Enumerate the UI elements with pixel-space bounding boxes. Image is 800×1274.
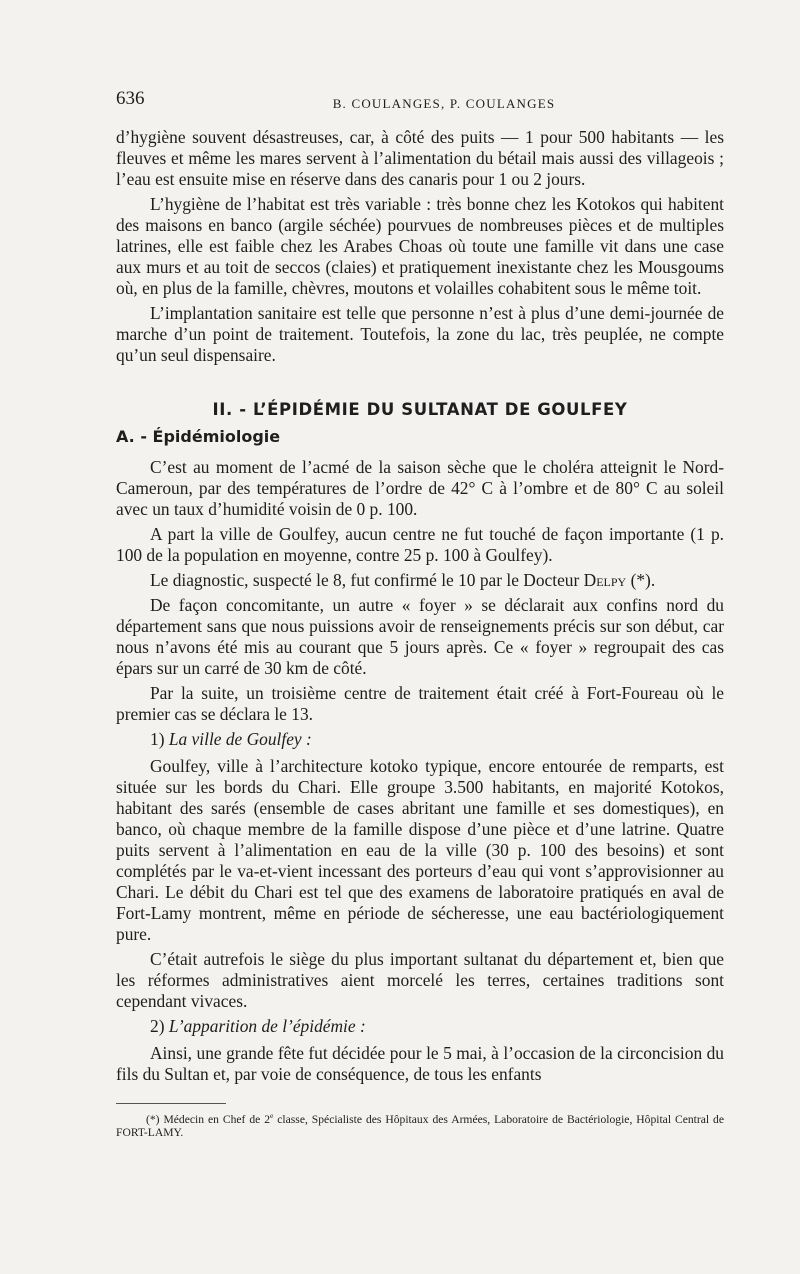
- running-head: B. COULANGES, P. COULANGES: [332, 96, 556, 111]
- paragraph: A part la ville de Goulfey, aucun centre ne fut touché de façon importante (1 p. 100 de la population en moyenne, contre 25 p. 100 à Goulfey).: [116, 524, 724, 565]
- subheading-number: 2): [150, 1016, 169, 1036]
- paragraph: De façon concomitante, un autre « foyer » se déclarait aux confins nord du département sans que nous puissions avoir de renseignements précis sur son début, car nous n’avons été mis au courant que 5 jours après. Ce « foyer » regroupait des cas épars sur un carré de 30 km de côté.: [116, 595, 724, 678]
- body-text: [116, 127, 724, 1089]
- page-header: [116, 88, 722, 118]
- paragraph: L’hygiène de l’habitat est très variable : très bonne chez les Kotokos qui habitent des maisons en banco (argile séchée) pourvues de nombreuses pièces et de multiples latrines, elle est faible chez les Arabes Choas où toute une famille vit dans une case aux murs et au toit de seccos (claies) et pratiquement inexistante chez les Mousgoums où, en plus de la famille, chèvres, moutons et volailles cohabitent sous le même toit.: [116, 194, 724, 298]
- footnote-superscript: e: [270, 1111, 274, 1120]
- footnote-part: classe, Spécialiste des Hôpitaux des Armées, Laboratoire de Bactériologie, Hôpital Central de FORT-LAMY.: [116, 1112, 724, 1139]
- subheading-title: L’apparition de l’épidémie :: [168, 1016, 366, 1036]
- subheading-title: La ville de Goulfey :: [168, 729, 312, 749]
- paragraph: C’est au moment de l’acmé de la saison sèche que le choléra atteignit le Nord-Cameroun, par des températures de l’ordre de 42° C à l’ombre et de 80° C au soleil avec un taux d’humidité voisin de 0 p. 100.: [116, 457, 724, 519]
- subheading-number: 1): [150, 729, 169, 749]
- subheading-epidemie: [150, 1016, 724, 1037]
- paragraph: [116, 570, 724, 591]
- paragraph: Goulfey, ville à l’architecture kotoko typique, encore entourée de remparts, est située sur les bords du Chari. Elle groupe 3.500 habitants, en majorité Kotokos, habitant des sarés (ensemble de cases abritant une famille et ses domestiques), en banco, où chaque membre de la famille dispose d’une pièce et d’une latrine. Quatre puits servent à l’alimentation en eau de la ville (30 p. 100 des besoins) et sont complétés par le va-et-vient incessant des porteurs d’eau qui vont s’approvisionner au Chari. Le débit du Chari est tel que des examens de laboratoire pratiqués en aval de Fort-Lamy montrent, même en période de sécheresse, une eau bactériologiquement pure.: [116, 756, 724, 944]
- subsection-heading: A. - Épidémiologie: [116, 427, 281, 446]
- paragraph: Ainsi, une grande fête fut décidée pour le 5 mai, à l’occasion de la circoncision du fils du Sultan et, par voie de conséquence, de tous les enfants: [116, 1043, 724, 1084]
- paragraph: d’hygiène souvent désastreuses, car, à côté des puits — 1 pour 500 habitants — les fleuves et même les mares servent à l’alimentation du bétail mais aussi des villageois ; l’eau est ensuite mise en réserve dans des canaris pour 1 ou 2 jours.: [116, 127, 724, 189]
- author-name: Delpy: [583, 570, 627, 590]
- paragraph: Par la suite, un troisième centre de traitement était créé à Fort-Foureau où le premier cas se déclara le 13.: [116, 683, 724, 724]
- paragraph: C’était autrefois le siège du plus important sultanat du département et, bien que les réformes administratives aient morcelé les terres, certaines traditions sont cependant vivaces.: [116, 949, 724, 1011]
- footnote-rule: [116, 1103, 226, 1104]
- subheading-goulfey: [150, 729, 724, 750]
- footnote: [116, 1109, 724, 1143]
- section-heading: II. - L’ÉPIDÉMIE DU SULTANAT DE GOULFEY: [212, 400, 628, 419]
- page-number: 636: [116, 88, 145, 109]
- paragraph-text: (*).: [626, 570, 656, 590]
- footnote-part: (*) Médecin en Chef de 2: [146, 1112, 270, 1126]
- footnote-text: [116, 1109, 724, 1139]
- paragraph-text: Le diagnostic, suspecté le 8, fut confirmé le 10 par le Docteur: [150, 570, 584, 590]
- paragraph: L’implantation sanitaire est telle que personne n’est à plus d’une demi-journée de marche d’un point de traitement. Toutefois, la zone du lac, très peuplée, ne compte qu’un seul dispensaire.: [116, 303, 724, 365]
